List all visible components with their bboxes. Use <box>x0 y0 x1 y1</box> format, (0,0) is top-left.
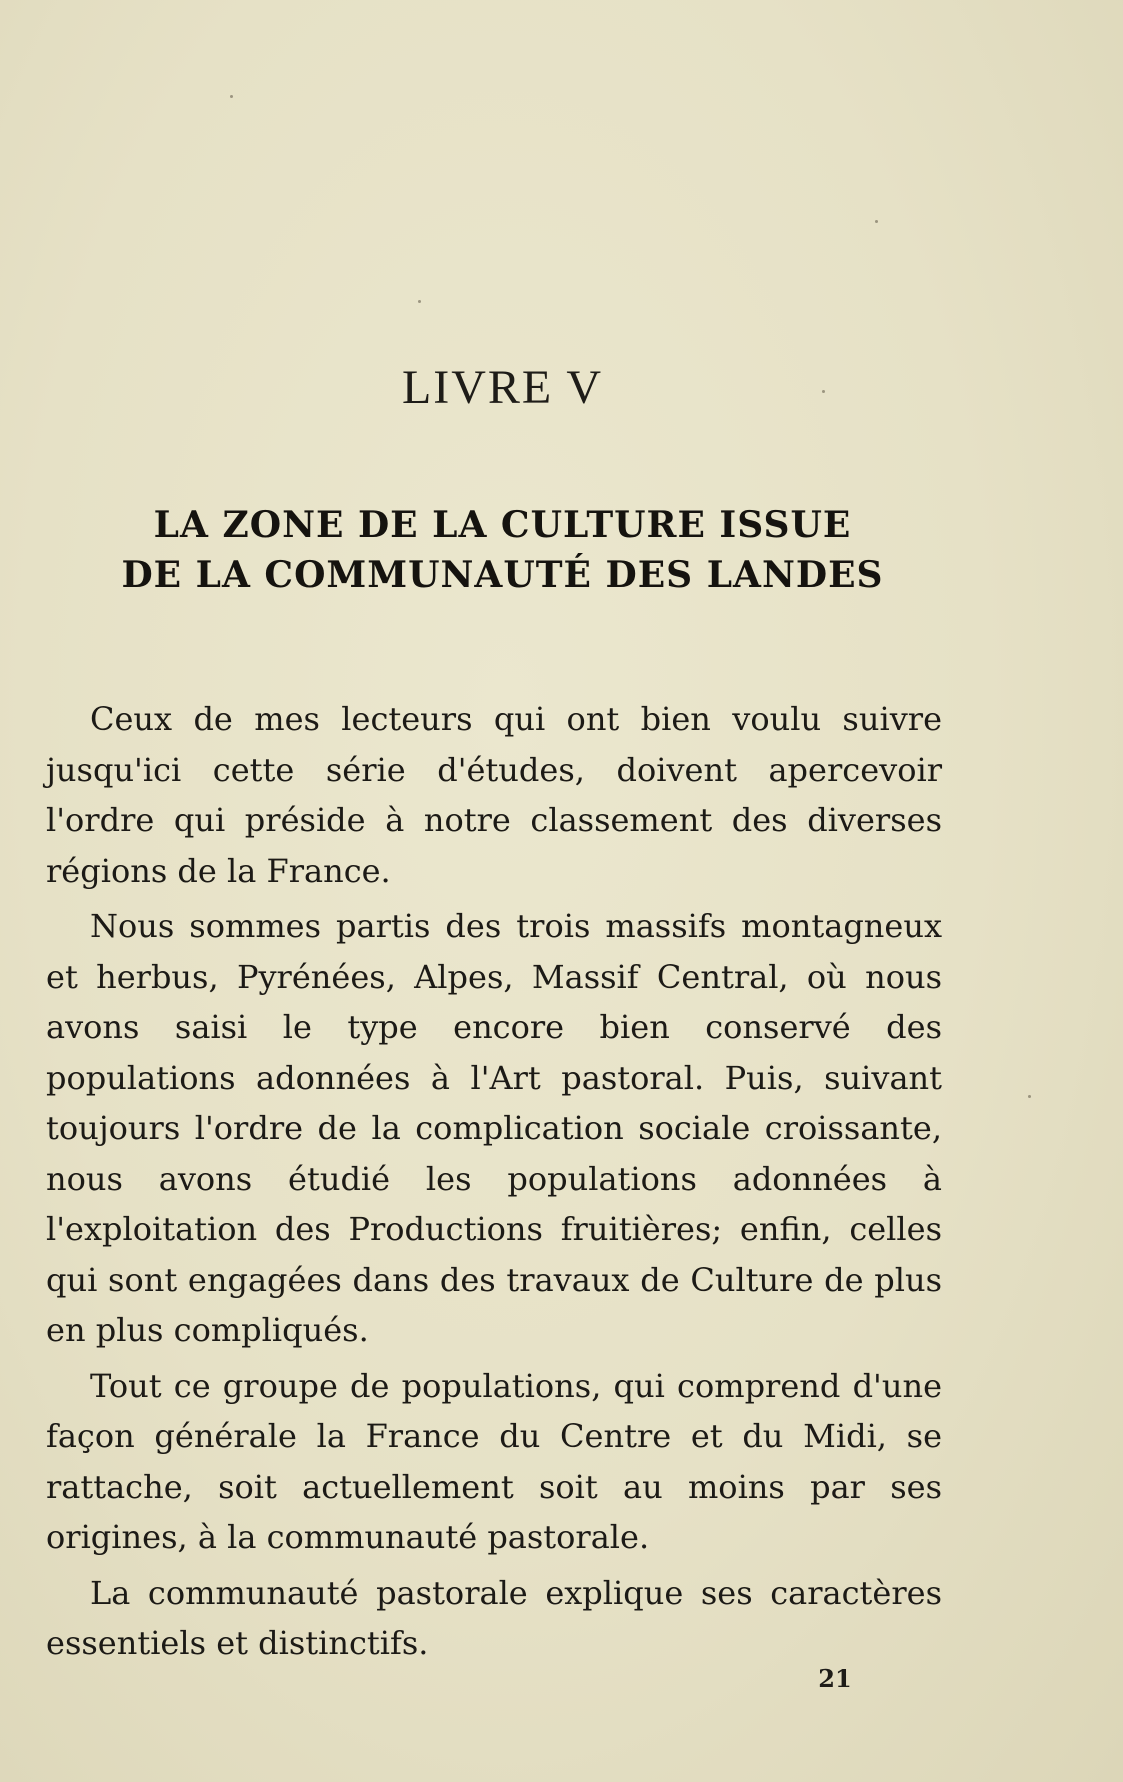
paper-speck <box>418 300 421 303</box>
paper-speck <box>230 95 233 98</box>
paragraph: Ceux de mes lecteurs qui ont bien voulu suivre jusqu'ici cette série d'études, doivent apercevoir l'ordre qui préside à notre classement des diverses régions de la France. <box>46 700 942 890</box>
paper-speck <box>1028 1095 1031 1098</box>
paragraph: La communauté pastorale explique ses caractères essentiels et distinctifs. <box>46 1573 942 1662</box>
chapter-title-line: DE LA COMMUNAUTÉ DES LANDES <box>121 554 884 596</box>
paper-speck <box>875 220 878 223</box>
chapter-title <box>60 500 945 600</box>
paragraph: Nous sommes partis des trois massifs montagneux et herbus, Pyrénées, Alpes, Massif Central, où nous avons saisi le type encore bien conservé des populations adonnées à l'Art pastoral. Puis, suivant toujours l'ordre de la complication sociale croissante, nous avons étudié les populations adonnées à l'exploitation des Productions fruitières; enfin, celles qui sont engagées dans des travaux de Culture de plus en plus compliqués. <box>46 907 942 1349</box>
paragraph: Tout ce groupe de populations, qui comprend d'une façon générale la France du Centre et du Midi, se rattache, soit actuellement soit au moins par ses origines, à la communauté pastorale. <box>46 1366 942 1556</box>
body-text <box>46 694 942 1669</box>
page-number: 21 <box>818 1664 852 1693</box>
book-heading: LIVRE V <box>401 361 604 414</box>
chapter-title-line: LA ZONE DE LA CULTURE ISSUE <box>153 504 852 546</box>
